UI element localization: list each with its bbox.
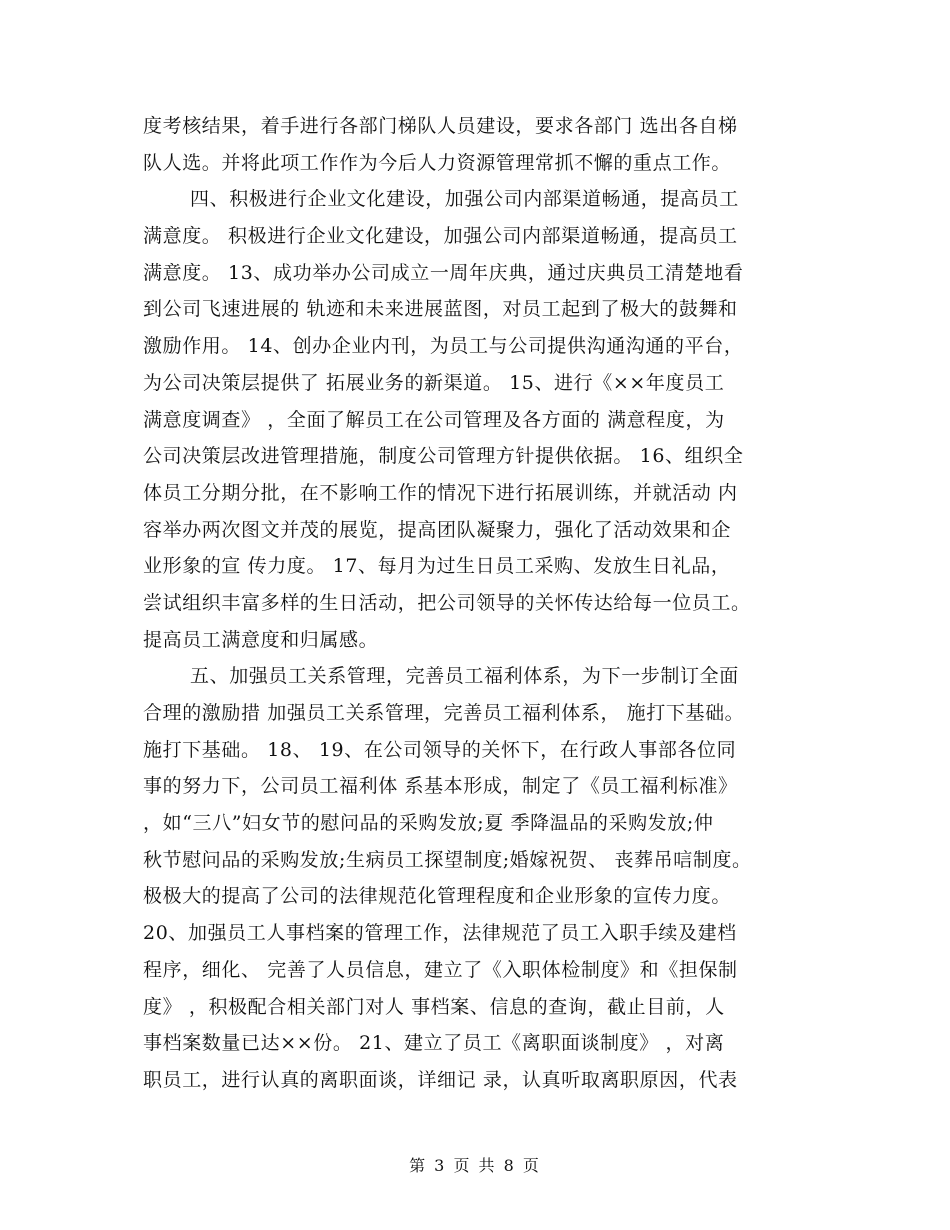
section-heading-four: 四、积极进行企业文化建设，加强公司内部渠道畅通，提高员工 [190, 188, 739, 211]
text-line: 尝试组织丰富多样的生日活动，把公司领导的关怀传达给每一位员工。 [143, 591, 751, 614]
text-line: 满意度调查》 ，全面了解员工在公司管理及各方面的 满意程度，为 [143, 408, 725, 431]
text-line: 程序，细化、 完善了人员信息，建立了《入职体检制度》和《担保制 [143, 958, 738, 981]
text-line: 满意度。 积极进行企业文化建设，加强公司内部渠道畅通，提高员工 [143, 225, 738, 248]
text-line: 秋节慰问品的采购发放;生病员工探望制度;婚嫁祝贺、 丧葬吊唁制度。 [143, 848, 752, 871]
section-heading-five: 五、加强员工关系管理，完善员工福利体系，为下一步制订全面 [190, 665, 739, 688]
text-line: 事档案数量已达××份。 21、建立了员工《离职面谈制度》 ，对离 [143, 1032, 725, 1055]
text-line: 公司决策层改进管理措施，制度公司管理方针提供依据。 16、组织全 [143, 445, 744, 468]
text-line: 队人选。并将此项工作作为今后人力资源管理常抓不懈的重点工作。 [143, 151, 732, 174]
text-line: 职员工，进行认真的离职面谈，详细记 录，认真听取离职原因，代表 [143, 1068, 738, 1091]
text-line: 为公司决策层提供了 拓展业务的新渠道。 15、进行《××年度员工 [143, 371, 725, 394]
body-text [143, 108, 823, 1099]
text-line: 度考核结果，着手进行各部门梯队人员建设，要求各部门 选出各自梯 [143, 115, 738, 137]
text-line: 容举办两次图文并茂的展览，提高团队凝聚力，强化了活动效果和企 [143, 518, 732, 541]
text-line: 体员工分期分批，在不影响工作的情况下进行拓展训练，并就活动 内 [143, 481, 738, 504]
text-line: 极极大的提高了公司的法律规范化管理程度和企业形象的宣传力度。 [143, 885, 732, 908]
page-number-footer: 第 3 页 共 8 页 [409, 1156, 541, 1175]
text-line: 业形象的宣 传力度。 17、每月为过生日员工采购、发放生日礼品， [143, 555, 731, 578]
text-line: 合理的激励措 加强员工关系管理，完善员工福利体系， 施打下基础。 [143, 702, 745, 724]
text-line: 激励作用。 14、创办企业内刊，为员工与公司提供沟通沟通的平台， [143, 335, 744, 358]
text-line: 20、加强员工人事档案的管理工作，法律规范了员工入职手续及建档 [143, 922, 737, 945]
text-line: 提高员工满意度和归属感。 [143, 628, 379, 651]
text-line: 满意度。 13、成功举办公司成立一周年庆典，通过庆典员工清楚地看 [143, 261, 744, 284]
text-line: 度》 ，积极配合相关部门对人 事档案、信息的查询，截止目前，人 [143, 995, 725, 1018]
text-line: ，如“三八”妇女节的慰问品的采购发放;夏 季降温品的采购发放;仲 [143, 812, 714, 835]
text-line: 到公司飞速进展的 轨迹和未来进展蓝图，对员工起到了极大的鼓舞和 [143, 298, 738, 321]
text-line: 事的努力下，公司员工福利体 系基本形成，制定了《员工福利标准》 [143, 775, 738, 798]
text-line: 施打下基础。 18、 19、在公司领导的关怀下，在行政人事部各位同 [143, 738, 737, 761]
